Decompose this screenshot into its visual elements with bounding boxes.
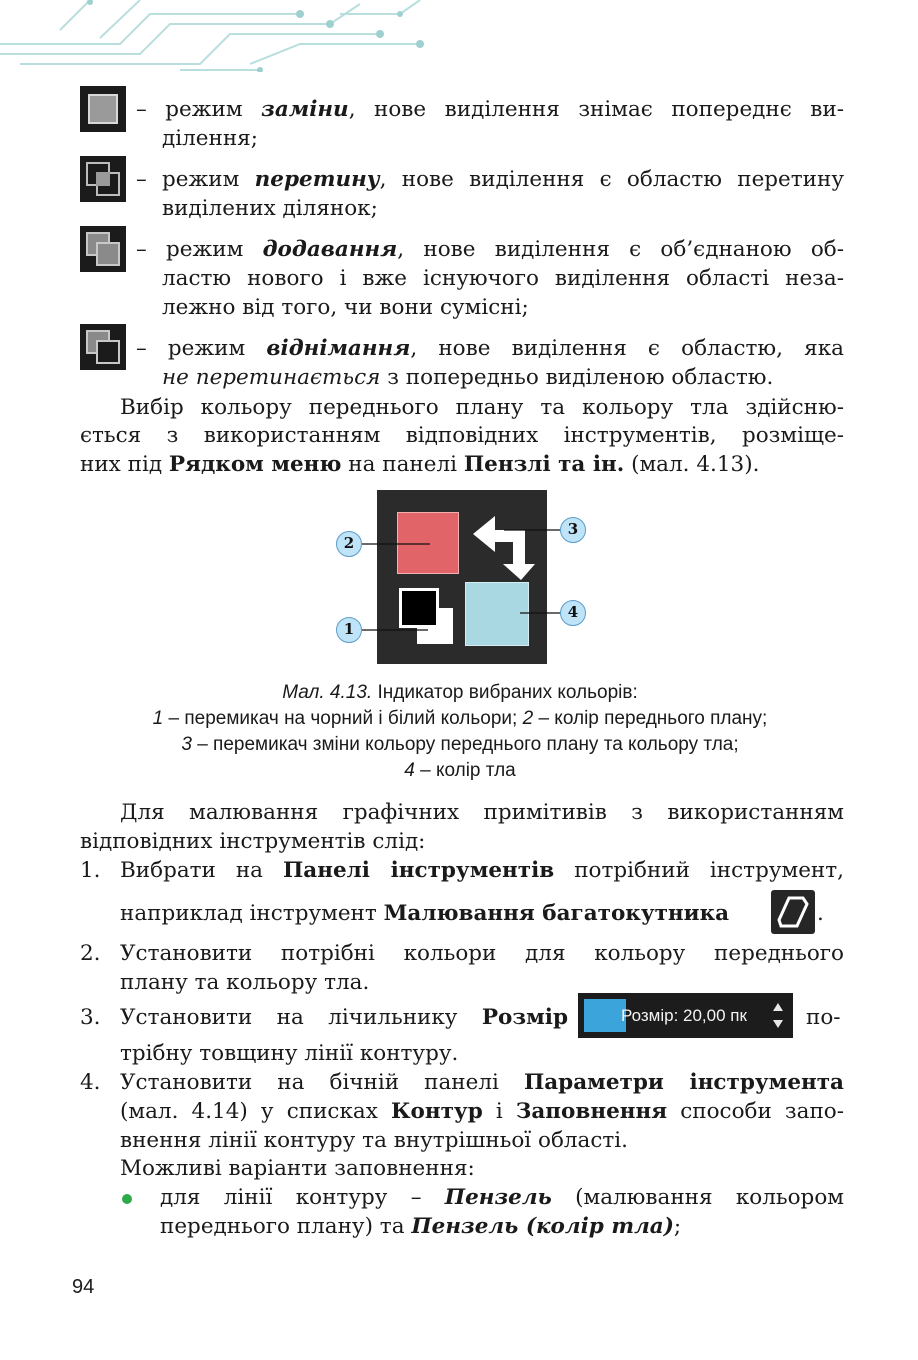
para2-line1: Для малювання графічних примітивів з використанням: [120, 800, 844, 825]
step1-line2: наприклад інструмент Малювання багатокутника: [120, 901, 730, 926]
step4-line1: Установити на бічній панелі Параметри інструмента: [120, 1070, 844, 1095]
step-number: 4.: [80, 1070, 101, 1095]
spin-down-icon[interactable]: [770, 1015, 786, 1033]
step2-line2: плану та кольору тла.: [120, 970, 370, 995]
step4-line2: (мал. 4.14) у списках Контур і Заповнення способи запо-: [120, 1099, 845, 1124]
step2-line1: Установити потрібні кольори для кольору переднього: [120, 941, 844, 966]
step-number: 2.: [80, 941, 101, 966]
step3-line1-end: по-: [806, 1005, 841, 1030]
size-spinner-fill: [584, 999, 626, 1032]
para2-line2: відповідних інструментів слід:: [80, 829, 426, 854]
bullet-line1: для лінії контуру – Пензель (малювання кольором: [160, 1185, 844, 1210]
callout-2: 2: [336, 531, 362, 557]
figure-caption-line3: 3 – перемикач зміни кольору переднього плану та кольору тла;: [181, 734, 739, 755]
para1-line1: Вибір кольору переднього плану та кольору тла здійсню-: [120, 395, 844, 420]
mode-intersect-line1: – режим перетину, нове виділення є областю перетину: [136, 167, 844, 192]
para1-line3: них під Рядком меню на панелі Пензлі та ін. (мал. 4.13).: [80, 452, 760, 477]
step4-line3: внення лінії контуру та внутрішньої області.: [120, 1128, 629, 1153]
figure-caption-line1: Мал. 4.13. Індикатор вибраних кольорів:: [282, 682, 638, 703]
mode-add-line1: – режим додавання, нове виділення є об’єднаною об-: [136, 237, 844, 262]
step-number: 1.: [80, 858, 101, 883]
callout-3: 3: [560, 517, 586, 543]
spin-up-icon[interactable]: [770, 998, 786, 1016]
para1-line2: ється з використанням відповідних інструментів, розміще-: [80, 423, 844, 448]
page-number: 94: [72, 1276, 95, 1298]
figure-caption-line2: 1 – перемикач на чорний і білий кольори; 2 – колір переднього плану;: [152, 708, 768, 729]
mode-subtract-line2: не перетинається з попередньо виділеною областю.: [162, 365, 774, 390]
size-spinner-text: Розмір: 20,00 пк: [621, 1006, 747, 1025]
mode-subtract-line1: – режим віднімання, нове виділення є областю, яка: [136, 336, 844, 361]
step1-period: .: [817, 901, 824, 926]
step-number: 3.: [80, 1005, 101, 1030]
figure-caption-line4: 4 – колір тла: [404, 760, 516, 781]
step1-line1: Вибрати на Панелі інструментів потрібний інструмент,: [120, 858, 844, 883]
mode-intersect-line2: виділених ділянок;: [162, 196, 378, 221]
callout-4: 4: [560, 600, 586, 626]
step3-line2: трібну товщину лінії контуру.: [120, 1041, 459, 1066]
step3-line1: Установити на лічильнику Розмір: [120, 1005, 568, 1030]
size-spinner[interactable]: [578, 993, 793, 1038]
mode-replace-line2: ділення;: [162, 126, 258, 151]
callout-1: 1: [336, 617, 362, 643]
polygon-tool-icon: [771, 890, 815, 934]
mode-add-line2: ластю нового і вже існуючого виділення області неза-: [162, 266, 844, 291]
bullet-line2: переднього плану) та Пензель (колір тла);: [160, 1214, 682, 1239]
mode-add-line3: лежно від того, чи вони сумісні;: [162, 295, 529, 320]
mode-replace-line1: – режим заміни, нове виділення знімає попереднє ви-: [136, 97, 844, 122]
bullet-dot: [122, 1194, 132, 1204]
step4-line4: Можливі варіанти заповнення:: [120, 1156, 475, 1181]
